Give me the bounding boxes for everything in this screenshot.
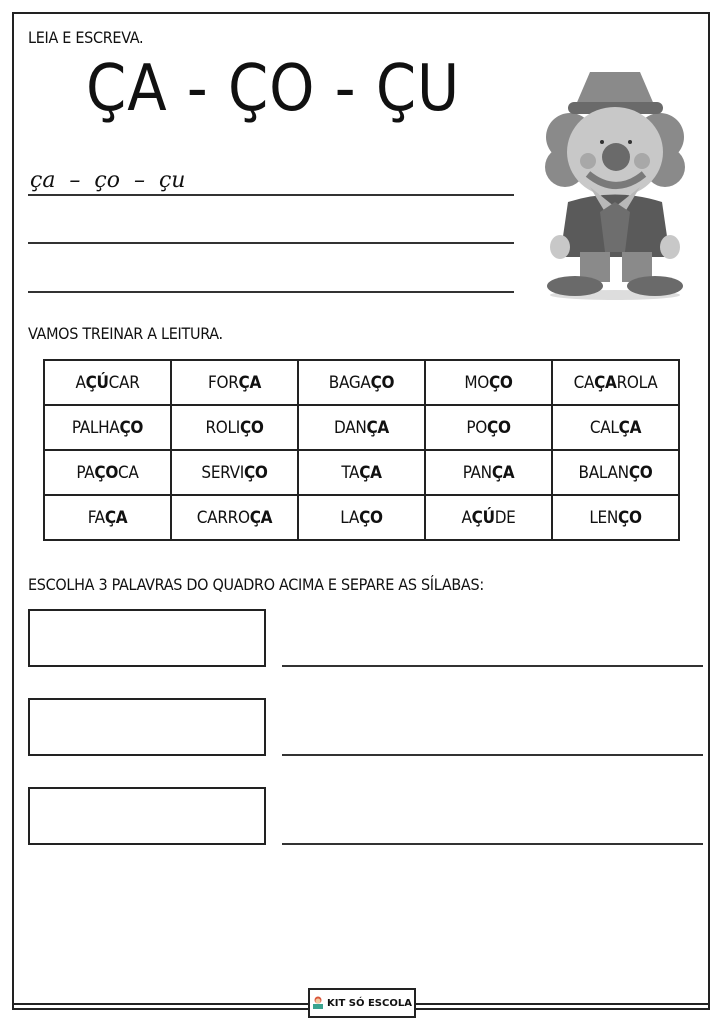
word-part: A: [75, 372, 86, 393]
word-part: ÇA: [104, 507, 128, 528]
word-part: ÇA: [359, 462, 382, 483]
table-row: [44, 360, 679, 405]
instruction-reading-practice: VAMOS TREINAR A LEITURA.: [28, 324, 223, 343]
word-cell: [44, 360, 171, 405]
writing-line-1[interactable]: [28, 194, 514, 196]
word-part: ÇO: [487, 417, 511, 438]
word-cell: [298, 495, 425, 540]
brand-label: KIT SÓ ESCOLA: [327, 997, 412, 1009]
word-part: PA: [76, 462, 95, 483]
word-part: MO: [464, 372, 489, 393]
word-part: ÇA: [594, 372, 617, 393]
word-part: ÇA: [491, 462, 515, 483]
word-part: PALHA: [71, 417, 120, 438]
word-part: ÇO: [239, 417, 264, 438]
syllables-title: ÇA - ÇO - ÇU: [86, 52, 461, 126]
word-part: CA: [118, 462, 139, 483]
word-part: LEN: [589, 507, 619, 528]
footer-rule-left: [12, 1003, 308, 1005]
word-cell: [171, 495, 298, 540]
word-part: PO: [466, 417, 488, 438]
clown-illustration: [530, 62, 700, 302]
word-part: BAGA: [328, 372, 371, 393]
word-cell: [552, 495, 679, 540]
footer-brand: [308, 988, 416, 1018]
word-part: CAL: [589, 417, 619, 438]
word-box-1[interactable]: [28, 609, 266, 667]
word-part: ÇA: [366, 417, 389, 438]
word-part: ÇO: [628, 462, 653, 483]
word-part: DE: [494, 507, 516, 528]
word-cell: [552, 405, 679, 450]
word-cell: [298, 450, 425, 495]
word-cell: [171, 360, 298, 405]
word-part: ROLA: [616, 372, 658, 393]
word-part: ÇO: [119, 417, 144, 438]
writing-line-3[interactable]: [28, 291, 514, 293]
word-part: SERVI: [201, 462, 244, 483]
word-cell: [44, 495, 171, 540]
word-part: ÇÚ: [471, 507, 495, 528]
word-part: ÇA: [249, 507, 273, 528]
word-part: ÇA: [618, 417, 642, 438]
word-cell: [552, 450, 679, 495]
word-cell: [171, 450, 298, 495]
word-part: CAR: [108, 372, 140, 393]
word-cell: [44, 405, 171, 450]
word-cell: [425, 450, 552, 495]
word-part: FOR: [207, 372, 239, 393]
word-cell: [425, 360, 552, 405]
syllable-line-1[interactable]: [282, 665, 703, 667]
word-cell: [425, 495, 552, 540]
instruction-syllables: ESCOLHA 3 PALAVRAS DO QUADRO ACIMA E SEPARE AS SÍLABAS:: [28, 575, 484, 594]
word-part: ROLI: [205, 417, 240, 438]
word-part: CA: [573, 372, 595, 393]
word-part: ÇO: [94, 462, 119, 483]
word-cell: [552, 360, 679, 405]
word-part: ÇO: [359, 507, 383, 528]
syllable-line-2[interactable]: [282, 754, 703, 756]
word-box-2[interactable]: [28, 698, 266, 756]
word-part: BALAN: [578, 462, 629, 483]
word-box-3[interactable]: [28, 787, 266, 845]
footer-rule-right: [416, 1003, 710, 1005]
table-row: [44, 495, 679, 540]
word-part: ÇO: [243, 462, 268, 483]
word-part: LA: [340, 507, 360, 528]
word-part: ÇA: [238, 372, 262, 393]
word-part: CARRO: [196, 507, 250, 528]
word-part: TA: [341, 462, 360, 483]
word-part: PAN: [462, 462, 492, 483]
word-part: ÇO: [618, 507, 642, 528]
syllable-line-3[interactable]: [282, 843, 703, 845]
word-part: ÇO: [489, 372, 513, 393]
table-row: [44, 405, 679, 450]
writing-line-2[interactable]: [28, 242, 514, 244]
word-cell: [298, 405, 425, 450]
word-cell: [298, 360, 425, 405]
word-cell: [44, 450, 171, 495]
word-part: A: [461, 507, 472, 528]
cursive-model: ça – ço – çu: [30, 168, 186, 193]
word-part: DAN: [334, 417, 367, 438]
word-cell: [425, 405, 552, 450]
reading-child-icon: [312, 996, 324, 1010]
word-part: FA: [87, 507, 105, 528]
word-table: [43, 359, 680, 541]
instruction-read-write: LEIA E ESCREVA.: [28, 28, 144, 47]
table-row: [44, 450, 679, 495]
word-cell: [171, 405, 298, 450]
word-part: ÇO: [370, 372, 395, 393]
word-part: ÇÚ: [85, 372, 109, 393]
